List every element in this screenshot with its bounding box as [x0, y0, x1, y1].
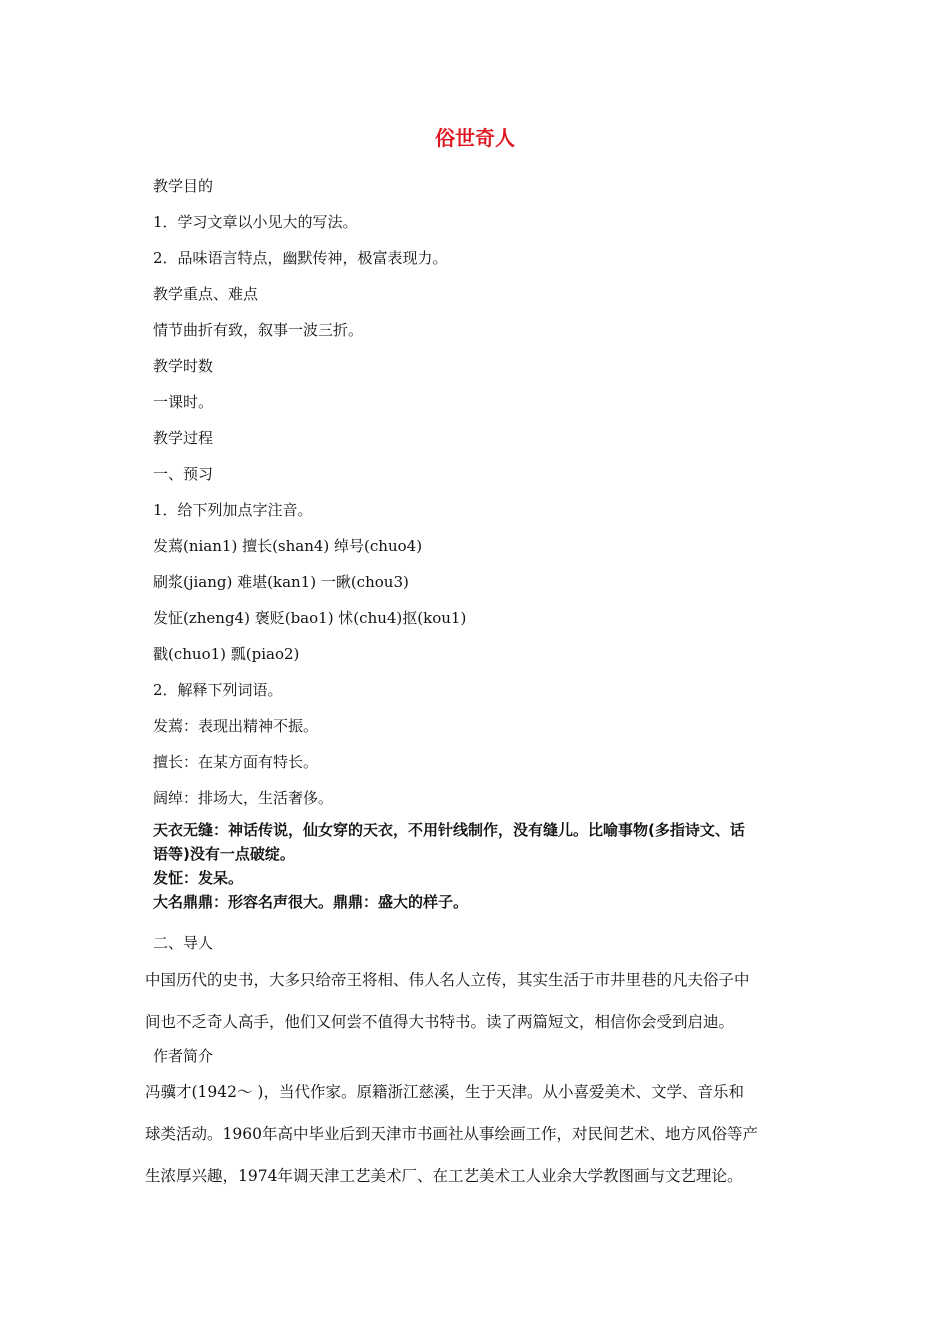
intro-paragraph-line-1: 中国历代的史书，大多只给帝王将相、伟人名人立传，其实生活于市井里巷的凡夫俗子中 [145, 971, 750, 989]
class-hours-text: 一课时。 [153, 393, 214, 411]
pinyin-row-2: 刷浆(jiang) 难堪(kan1) 一瞅(chou3) [153, 573, 409, 591]
vocab-bold-2: 发怔：发呆。 [153, 869, 244, 887]
goal-item-1: 1．学习文章以小见大的写法。 [153, 213, 358, 231]
vocab-item-2: 擅长：在某方面有特长。 [153, 753, 319, 771]
key-points-text: 情节曲折有致，叙事一波三折。 [153, 321, 364, 339]
author-paragraph-line-1: 冯骥才(1942～ )，当代作家。原籍浙江慈溪，生于天津。从小喜爱美术、文学、音乐和 [145, 1083, 744, 1101]
section-preview: 一、预习 [153, 465, 214, 483]
vocab-instruction: 2．解释下列词语。 [153, 681, 283, 699]
goal-item-2: 2．品味语言特点，幽默传神，极富表现力。 [153, 249, 448, 267]
heading-teaching-process: 教学过程 [153, 429, 214, 447]
document-title: 俗世奇人 [435, 126, 515, 150]
heading-class-hours: 教学时数 [153, 357, 214, 375]
vocab-bold-1b: 语等)没有一点破绽。 [153, 845, 295, 863]
heading-key-points: 教学重点、难点 [153, 285, 259, 303]
pinyin-instruction: 1．给下列加点字注音。 [153, 501, 313, 519]
heading-teaching-goals: 教学目的 [153, 177, 214, 195]
intro-paragraph-line-2: 间也不乏奇人高手，他们又何尝不值得大书特书。读了两篇短文，相信你会受到启迪。 [145, 1013, 735, 1031]
heading-author: 作者简介 [153, 1047, 214, 1065]
pinyin-row-4: 戳(chuo1) 瓢(piao2) [153, 645, 300, 663]
vocab-bold-3: 大名鼎鼎：形容名声很大。鼎鼎：盛大的样子。 [153, 893, 469, 911]
pinyin-row-1: 发蔫(nian1) 擅长(shan4) 绰号(chuo4) [153, 537, 423, 555]
author-paragraph-line-3: 生浓厚兴趣，1974年调天津工艺美术厂、在工艺美术工人业余大学教图画与文艺理论。 [145, 1167, 743, 1185]
section-introduction: 二、导人 [153, 934, 214, 952]
author-paragraph-line-2: 球类活动。1960年高中毕业后到天津市书画社从事绘画工作，对民间艺术、地方风俗等产 [145, 1125, 758, 1143]
vocab-item-3: 阔绰：排场大，生活奢侈。 [153, 789, 334, 807]
vocab-item-1: 发蔫：表现出精神不振。 [153, 717, 319, 735]
vocab-bold-1a: 天衣无缝：神话传说，仙女穿的天衣，不用针线制作，没有缝儿。比喻事物(多指诗文、话 [153, 821, 745, 839]
pinyin-row-3: 发怔(zheng4) 褒贬(bao1) 怵(chu4)抠(kou1) [153, 609, 467, 627]
